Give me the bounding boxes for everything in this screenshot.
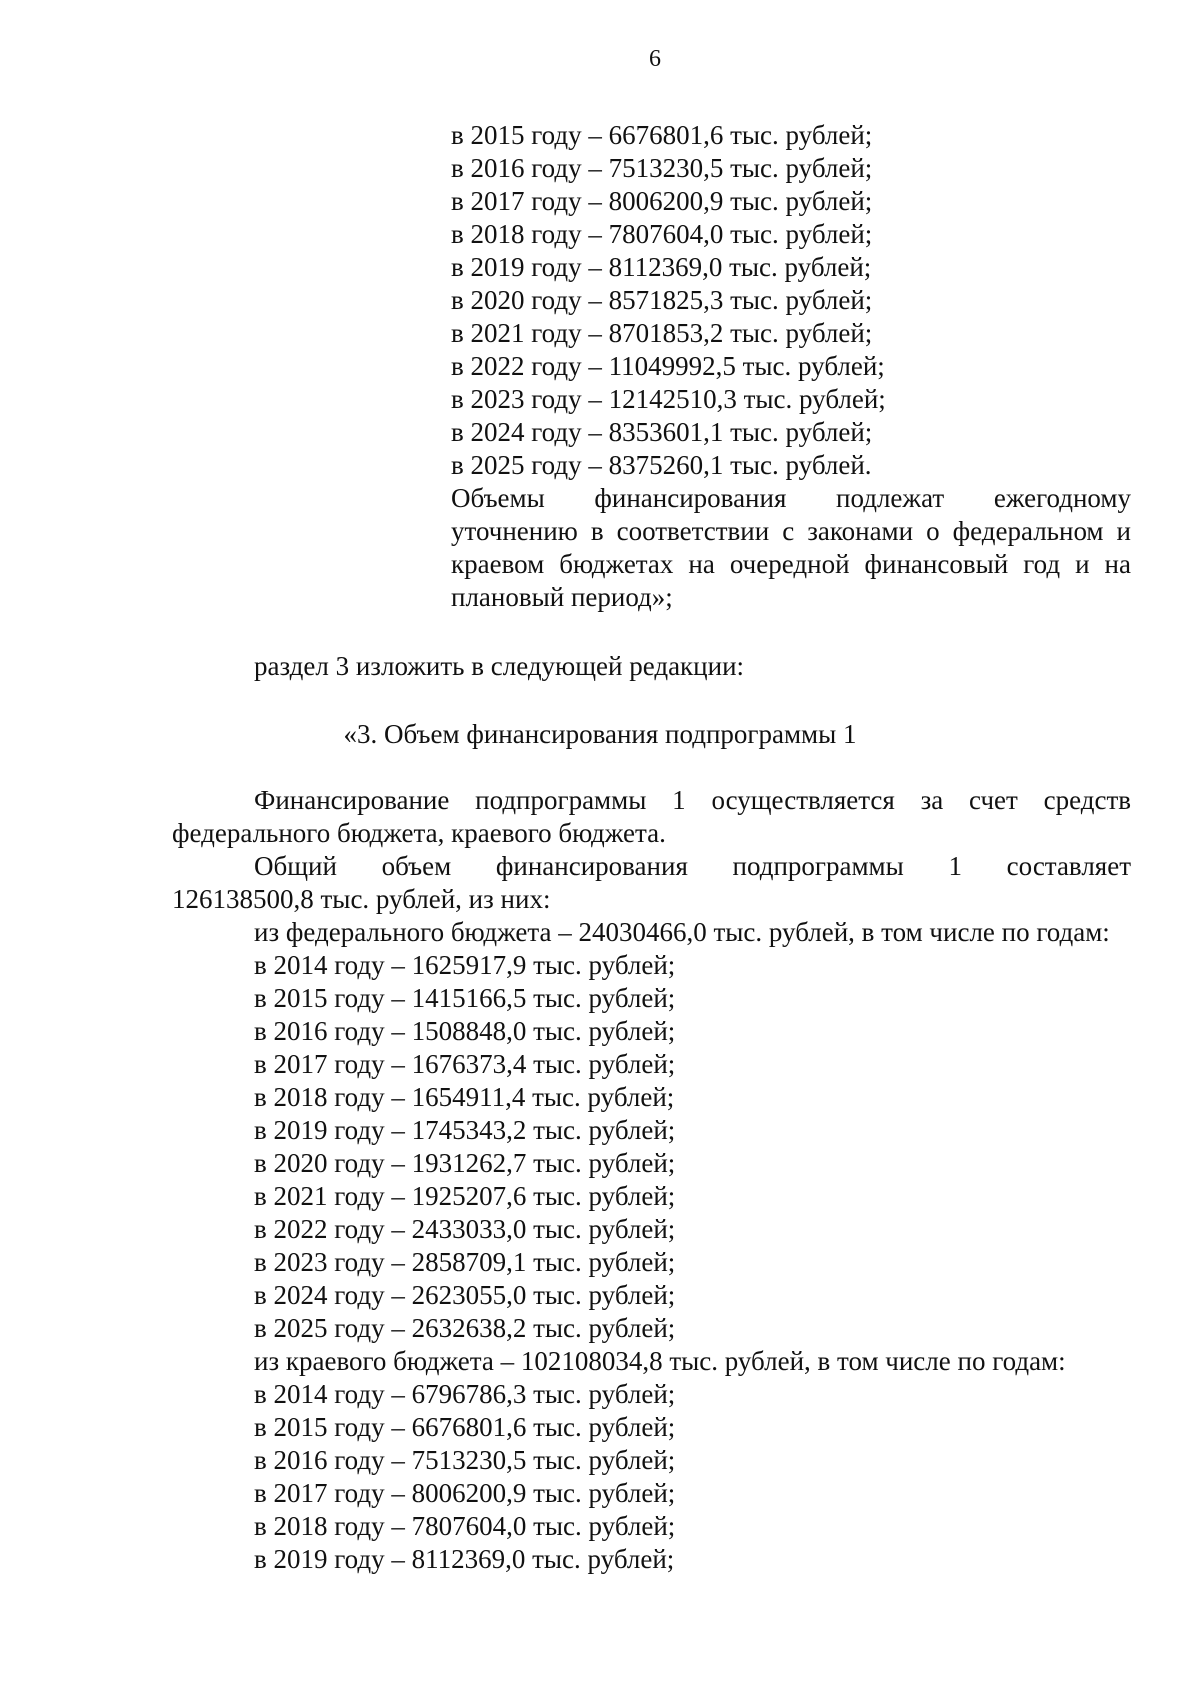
regional-year-line: в 2016 году – 7513230,5 тыс. рублей;	[254, 1445, 676, 1475]
section-body	[172, 784, 1131, 1576]
top-funding-block	[451, 119, 1131, 614]
federal-year-line: в 2014 году – 1625917,9 тыс. рублей;	[254, 950, 676, 980]
total-financing-amount: 126138500,8 тыс. рублей, из них:	[172, 884, 551, 914]
total-financing-line: Общий объем финансирования подпрограммы 1 составляет	[254, 851, 1131, 881]
regional-year-line: в 2015 году – 6676801,6 тыс. рублей;	[254, 1412, 676, 1442]
financing-sources-paragraph: Финансирование подпрограммы 1 осуществляется за счет средств федерального бюджета, краевого бюджета.	[172, 785, 1131, 848]
funding-year-line: в 2016 году – 7513230,5 тыс. рублей;	[451, 153, 873, 183]
funding-year-line: в 2023 году – 12142510,3 тыс. рублей;	[451, 384, 886, 414]
regional-year-line: в 2018 году – 7807604,0 тыс. рублей;	[254, 1511, 676, 1541]
funding-year-line: в 2021 году – 8701853,2 тыс. рублей;	[451, 318, 873, 348]
funding-year-line: в 2022 году – 11049992,5 тыс. рублей;	[451, 351, 885, 381]
funding-year-line: в 2017 году – 8006200,9 тыс. рублей;	[451, 186, 873, 216]
instruction-text: раздел 3 изложить в следующей редакции:	[254, 651, 745, 681]
regional-budget-intro: из краевого бюджета – 102108034,8 тыс. рублей, в том числе по годам:	[254, 1346, 1066, 1376]
regional-year-line: в 2019 году – 8112369,0 тыс. рублей;	[254, 1544, 675, 1574]
federal-year-line: в 2016 году – 1508848,0 тыс. рублей;	[254, 1016, 676, 1046]
federal-year-line: в 2022 году – 2433033,0 тыс. рублей;	[254, 1214, 676, 1244]
federal-year-line: в 2021 году – 1925207,6 тыс. рублей;	[254, 1181, 676, 1211]
instruction-block	[172, 650, 1131, 683]
funding-year-line: в 2020 году – 8571825,3 тыс. рублей;	[451, 285, 873, 315]
funding-year-line: в 2024 году – 8353601,1 тыс. рублей;	[451, 417, 873, 447]
federal-year-line: в 2023 году – 2858709,1 тыс. рублей;	[254, 1247, 676, 1277]
page-number: 6	[649, 46, 661, 72]
funding-year-line: в 2018 году – 7807604,0 тыс. рублей;	[451, 219, 873, 249]
funding-year-line: в 2019 году – 8112369,0 тыс. рублей;	[451, 252, 872, 282]
funding-note: Объемы финансирования подлежат ежегодному уточнению в соответствии с законами о федеральном и краевом бюджетах на очередной финансовый год и на плановый период»;	[451, 483, 1131, 612]
regional-years-list	[172, 1378, 1131, 1576]
federal-budget-intro: из федерального бюджета – 24030466,0 тыс. рублей, в том числе по годам:	[254, 917, 1110, 947]
regional-year-line: в 2017 году – 8006200,9 тыс. рублей;	[254, 1478, 676, 1508]
federal-year-line: в 2020 году – 1931262,7 тыс. рублей;	[254, 1148, 676, 1178]
section-heading: «3. Объем финансирования подпрограммы 1	[343, 719, 857, 749]
federal-year-line: в 2024 году – 2623055,0 тыс. рублей;	[254, 1280, 676, 1310]
federal-year-line: в 2018 году – 1654911,4 тыс. рублей;	[254, 1082, 675, 1112]
regional-year-line: в 2014 году – 6796786,3 тыс. рублей;	[254, 1379, 676, 1409]
federal-years-list	[172, 949, 1131, 1345]
funding-year-line: в 2015 году – 6676801,6 тыс. рублей;	[451, 120, 873, 150]
federal-year-line: в 2015 году – 1415166,5 тыс. рублей;	[254, 983, 676, 1013]
federal-year-line: в 2025 году – 2632638,2 тыс. рублей;	[254, 1313, 676, 1343]
funding-year-line: в 2025 году – 8375260,1 тыс. рублей.	[451, 450, 872, 480]
federal-year-line: в 2019 году – 1745343,2 тыс. рублей;	[254, 1115, 676, 1145]
federal-year-line: в 2017 году – 1676373,4 тыс. рублей;	[254, 1049, 676, 1079]
